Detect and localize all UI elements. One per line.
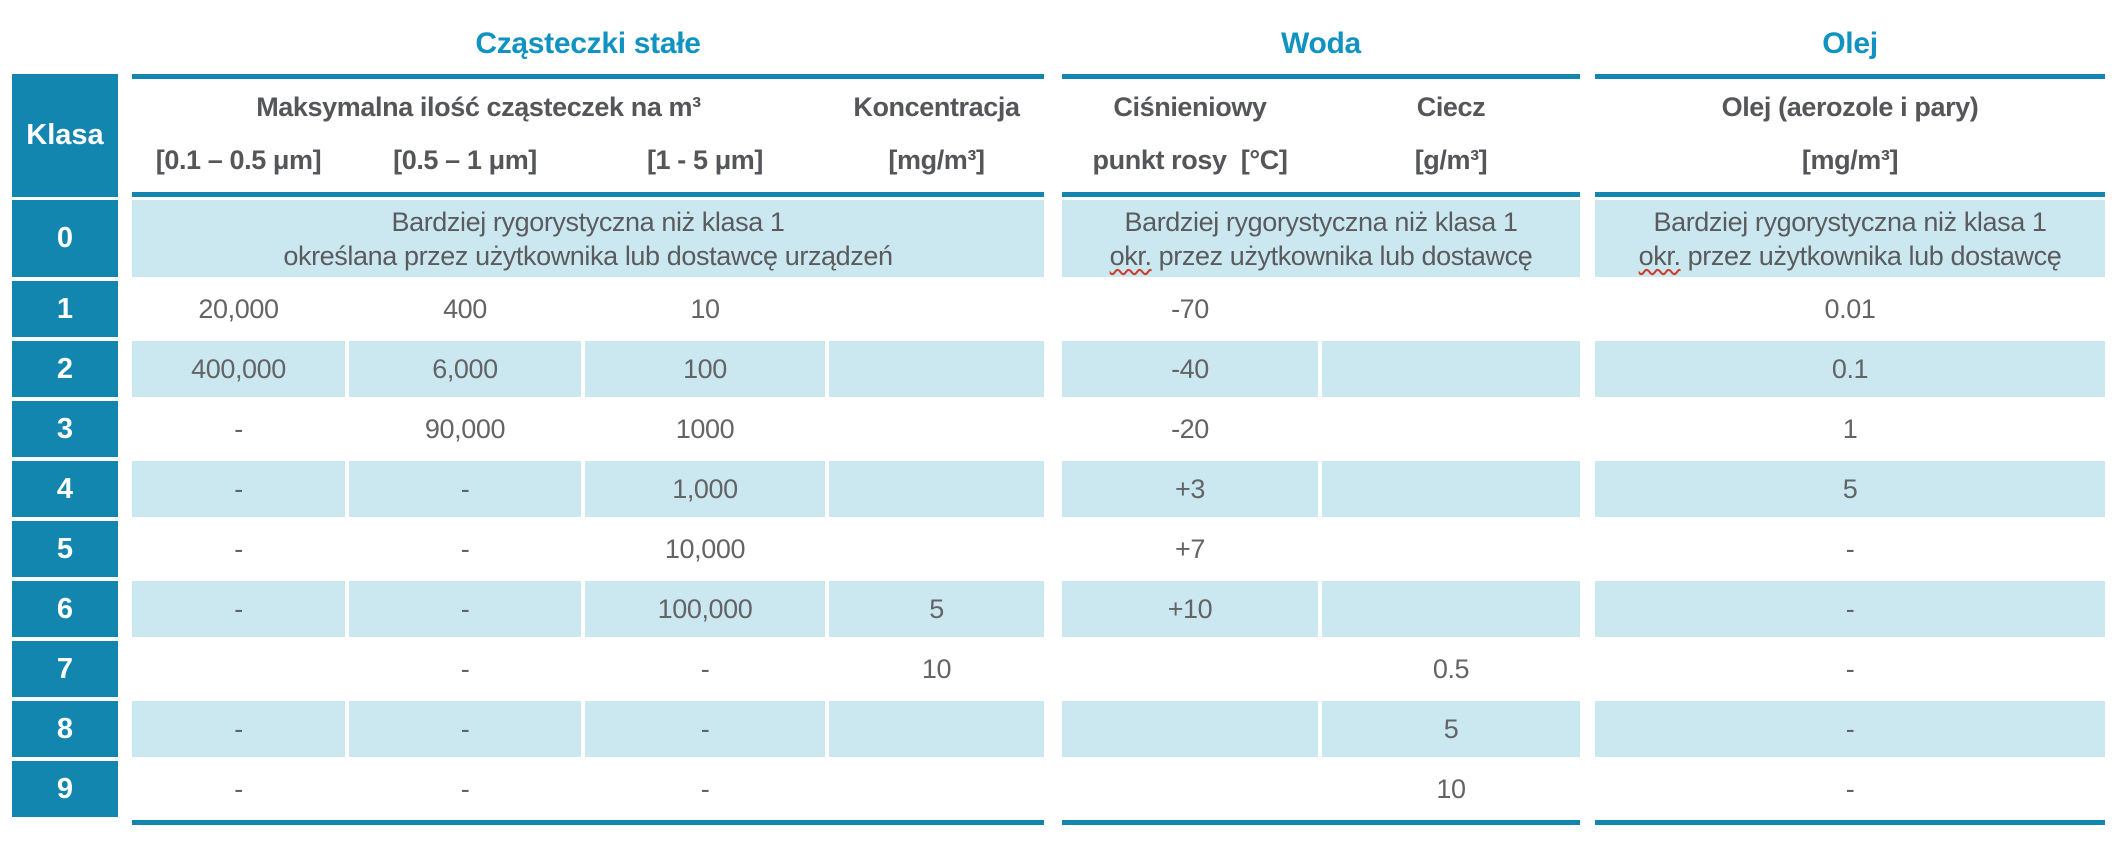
cell: - [460, 533, 470, 564]
cell: - [1595, 581, 2105, 637]
section-header-particles [132, 74, 1044, 197]
cell [1322, 461, 1580, 517]
cell: - [460, 653, 470, 684]
table-row-class-6 [12, 581, 2105, 637]
cell: - [460, 773, 470, 804]
cell: +7 [1175, 533, 1205, 564]
table-row-class-4 [12, 461, 2105, 517]
cell [1322, 521, 1580, 577]
cell: - [132, 461, 345, 517]
cell: - [234, 413, 243, 444]
col-header-dew-point: Ciśnieniowy [1113, 91, 1267, 122]
cell: 400 [443, 293, 487, 324]
cell-particles-class0: Bardziej rygorystyczna niż klasa 1 określana przez użytkownika lub dostawcę urządzeń [132, 200, 1044, 277]
class-label: 4 [12, 461, 118, 517]
group-header-czasteczki-stale: Cząsteczki stałe [475, 27, 701, 60]
cell: 1000 [675, 413, 735, 444]
class-label: 3 [12, 401, 118, 457]
cell [829, 761, 1044, 817]
cell [829, 701, 1044, 757]
cell: 10 [690, 293, 720, 324]
cell: 6,000 [349, 341, 581, 397]
cell [1062, 701, 1318, 757]
table-bottom-rule-row [12, 820, 2105, 825]
cell: - [132, 581, 345, 637]
col-header-concentration: Koncentracja [853, 91, 1020, 122]
class-label: 1 [12, 281, 118, 337]
bottom-rule-water [1062, 820, 1580, 825]
cell: 5 [829, 581, 1044, 637]
cell: -70 [1171, 293, 1209, 324]
cell [1322, 281, 1580, 337]
col-header-liquid: Ciecz [1416, 91, 1486, 122]
table-row-class-5 [12, 521, 2105, 577]
col-header-concentration-unit: [mg/m³] [888, 144, 985, 175]
table-row-class-8 [12, 701, 2105, 757]
cell: 10,000 [664, 533, 746, 564]
class-label: 8 [12, 701, 118, 757]
table-row-class-1 [12, 281, 2105, 337]
cell: - [700, 773, 710, 804]
class-label: 0 [12, 200, 118, 277]
cell [1062, 761, 1318, 817]
cell: 1 [1842, 413, 1858, 444]
cell [1322, 341, 1580, 397]
cell: - [349, 461, 581, 517]
cell: 90,000 [424, 413, 506, 444]
cell: 10 [1436, 773, 1466, 804]
cell: - [234, 533, 243, 564]
col-header-max-particles: Maksymalna ilość cząsteczek na m³ [256, 91, 701, 122]
cell: - [349, 581, 581, 637]
bottom-rule-particles [132, 820, 1044, 825]
column-header-row [12, 74, 2105, 197]
cell: - [234, 773, 243, 804]
col-header-oil-unit: [mg/m³] [1801, 144, 1899, 175]
class-label: 2 [12, 341, 118, 397]
table-row-class-2 [12, 341, 2105, 397]
cell [829, 401, 1044, 457]
cell: - [700, 653, 710, 684]
group-title-row [12, 14, 2105, 74]
cell: - [1845, 653, 1855, 684]
cell: 5 [1595, 461, 2105, 517]
table-row-class-0 [12, 200, 2105, 277]
section-header-water [1062, 74, 1580, 197]
class-label: 7 [12, 641, 118, 697]
col-header-range-01-05: [0.1 – 0.5 μm] [155, 144, 322, 175]
spacer [12, 820, 132, 825]
cell: 0.5 [1432, 653, 1470, 684]
cell: 400,000 [132, 341, 345, 397]
section-header-oil [1595, 74, 2105, 197]
bottom-rule-oil [1595, 820, 2105, 825]
cell: - [1595, 701, 2105, 757]
cell-water-class0: Bardziej rygorystyczna niż klasa 1 okr. przez użytkownika lub dostawcę [1062, 200, 1580, 277]
col-header-dew-point-unit: punkt rosy [°C] [1092, 144, 1288, 175]
class-label: 6 [12, 581, 118, 637]
cell [1062, 641, 1318, 697]
class-label: 9 [12, 761, 118, 817]
misspelled-word: okr. [1109, 240, 1152, 271]
cell: - [349, 701, 581, 757]
cell [829, 281, 1044, 337]
cell [1322, 581, 1580, 637]
cell: 0.01 [1824, 293, 1876, 324]
cell: -20 [1171, 413, 1209, 444]
cell: 100,000 [585, 581, 825, 637]
cell: - [585, 701, 825, 757]
col-header-liquid-unit: [g/m³] [1414, 144, 1488, 175]
cell: 0.1 [1595, 341, 2105, 397]
cell [132, 641, 345, 697]
group-header-olej: Olej [1822, 27, 1878, 60]
col-header-range-1-5: [1 - 5 μm] [646, 144, 764, 175]
table-row-class-7 [12, 641, 2105, 697]
table-row-class-9 [12, 761, 2105, 817]
col-header-oil: Olej (aerozole i pary) [1721, 91, 1979, 122]
cell: 1,000 [585, 461, 825, 517]
cell: - [1845, 773, 1855, 804]
class-label: 5 [12, 521, 118, 577]
group-header-woda: Woda [1281, 27, 1361, 60]
cell: 10 [921, 653, 952, 684]
cell-oil-class0: Bardziej rygorystyczna niż klasa 1 okr. przez użytkownika lub dostawcę [1595, 200, 2105, 277]
cell: -40 [1062, 341, 1318, 397]
cell: 100 [585, 341, 825, 397]
cell: +3 [1062, 461, 1318, 517]
cell [829, 521, 1044, 577]
cell [1322, 401, 1580, 457]
cell: - [132, 701, 345, 757]
cell [829, 341, 1044, 397]
cell: 5 [1322, 701, 1580, 757]
cell: +10 [1062, 581, 1318, 637]
misspelled-word: okr. [1638, 240, 1681, 271]
col-header-range-05-1: [0.5 – 1 μm] [393, 144, 537, 175]
row-class-header: Klasa [12, 74, 118, 197]
table-row-class-3 [12, 401, 2105, 457]
cell [829, 461, 1044, 517]
cell: - [1845, 533, 1855, 564]
cell: 20,000 [198, 293, 279, 324]
